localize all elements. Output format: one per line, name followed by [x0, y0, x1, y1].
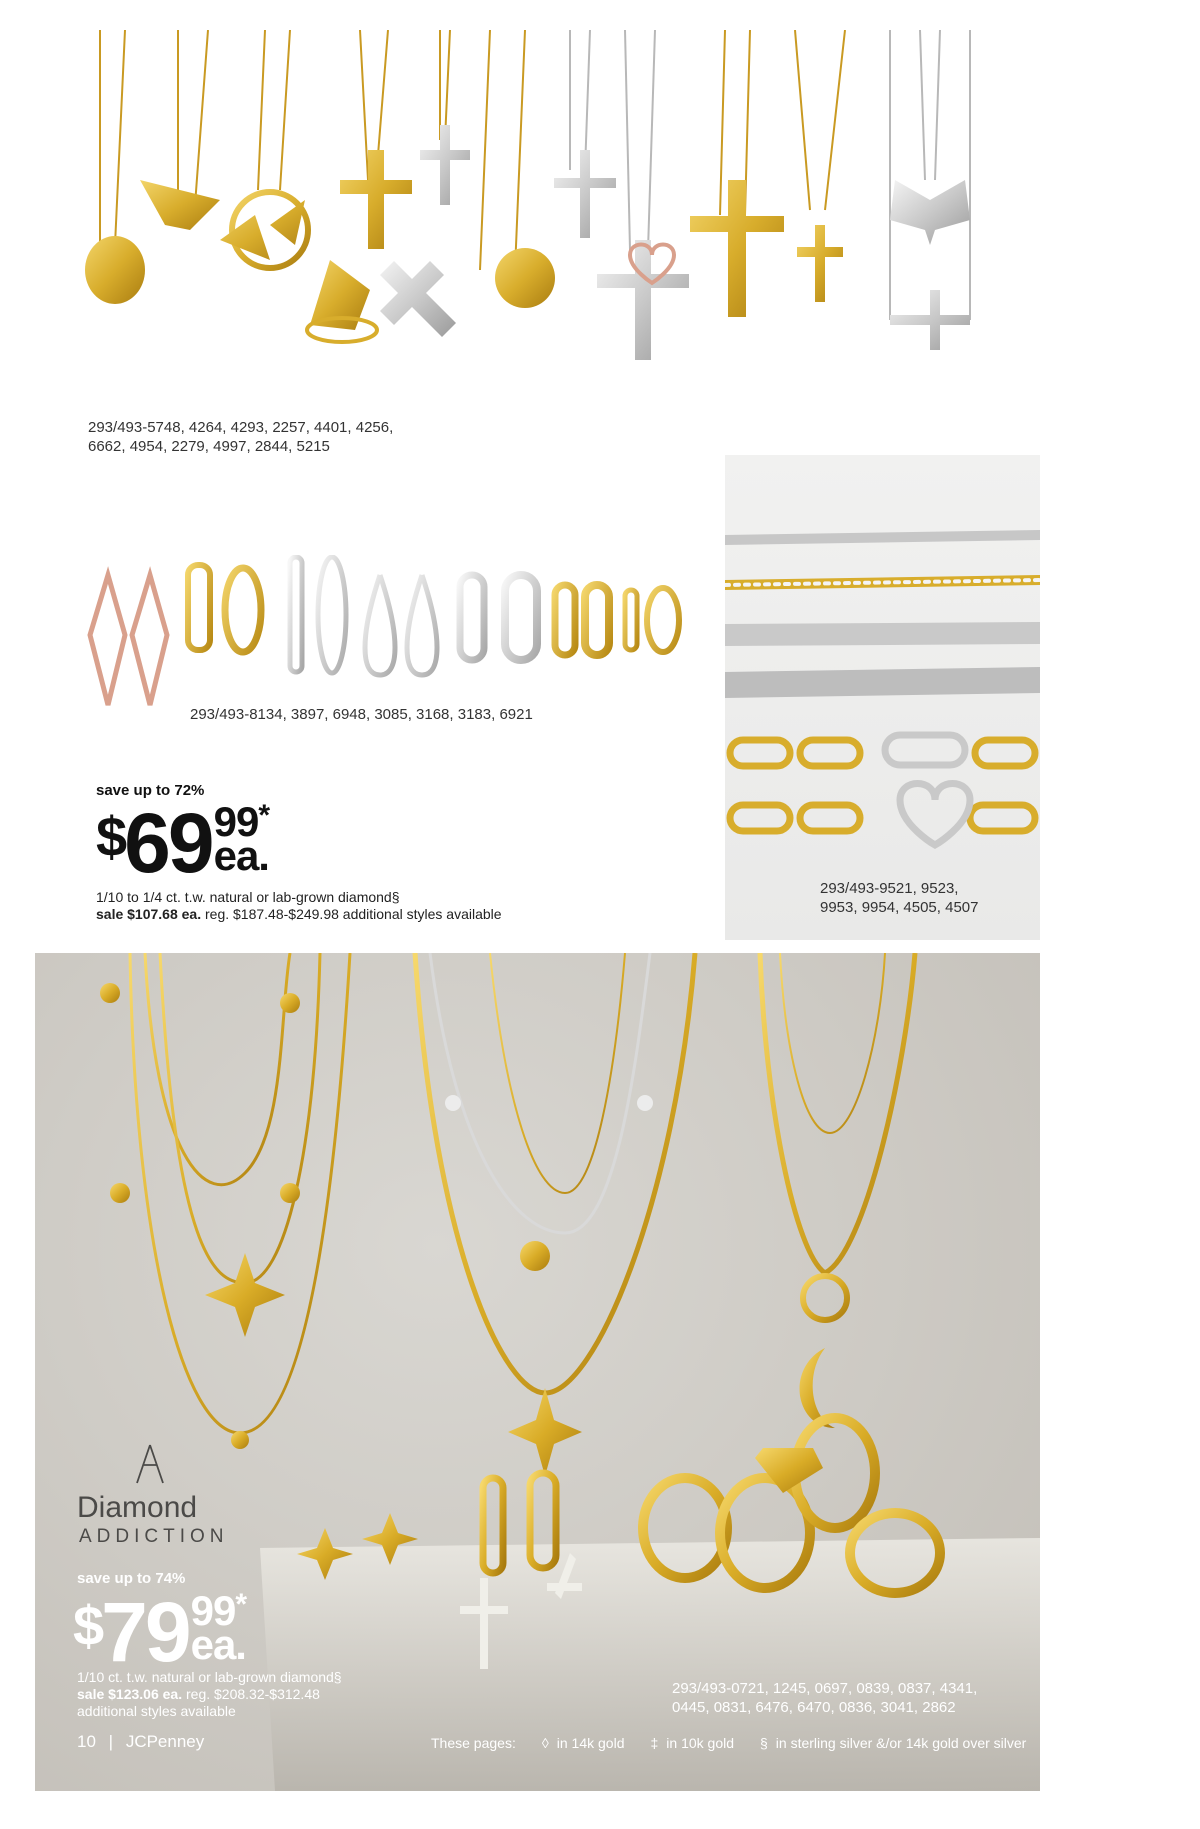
price-dollar-sign: $ [73, 1594, 102, 1657]
north-star-pendant [205, 1253, 285, 1337]
offer-2-details [77, 1669, 342, 1720]
legend-item-10k: ‡ in 10k gold [650, 1735, 734, 1751]
hummingbird-pendant [140, 180, 220, 230]
price-whole: 79 [101, 1585, 189, 1679]
silver-cross-pendant [554, 150, 616, 238]
silver-cross-pendant-small [420, 125, 470, 205]
retailer-name: JCPenney [125, 1732, 205, 1751]
material-legend [431, 1735, 1026, 1751]
offer-2-price [73, 1585, 247, 1679]
earring-sku-list: 293/493-8134, 3897, 6948, 3085, 3168, 3183, 6921 [190, 706, 533, 723]
price-cents: 99 [213, 798, 259, 845]
necklace-sku-list: 293/493-5748, 4264, 4293, 2257, 4401, 4256, 6662, 4954, 2279, 4997, 2844, 5215 [88, 419, 394, 455]
medal-pendant [495, 248, 555, 308]
price-asterisk: * [235, 1588, 247, 1621]
price-asterisk: * [258, 799, 270, 832]
gold-heart-cross-pendant [690, 180, 784, 317]
diamond-addiction-logo [135, 1443, 165, 1485]
silver-oval-hoop-earring [460, 575, 484, 660]
tennis-bracelet-gold [725, 580, 1040, 585]
necklace-collection-image [70, 30, 1010, 410]
silver-butterfly-pendant [890, 180, 970, 245]
offer-2-sale-line [77, 1686, 342, 1703]
diamond-addiction-photo [35, 953, 1040, 1791]
photo-sku-list: 293/493-0721, 1245, 0697, 0839, 0837, 4341, 0445, 0831, 6476, 6470, 0836, 3041, 2862 [672, 1680, 978, 1716]
price-unit: ea. [190, 1621, 246, 1668]
offer-1-price [96, 796, 502, 890]
offer-2-extra: additional styles available [77, 1703, 236, 1719]
offer-2-reg-price: reg. $208.32-$312.48 [186, 1686, 320, 1702]
sideways-cross-necklace [890, 290, 970, 350]
gold-hoop-earring [188, 565, 210, 650]
flower-bracelet-silver [725, 680, 1040, 685]
legend-title: These pages: [431, 1735, 516, 1751]
bracelet-collection-image [725, 455, 1040, 940]
offer-2-weight: 1/10 ct. t.w. natural or lab-grown diamond§ [77, 1669, 342, 1685]
brand-subtitle: ADDICTION [79, 1526, 229, 1547]
infinity-bracelet-silver [725, 633, 1040, 635]
starburst-pendant [508, 1388, 582, 1476]
offer-1-sale-line [96, 906, 502, 923]
paperclip-chain-necklace [415, 953, 695, 1393]
gold-small-hoop-earring [625, 590, 637, 650]
offer-1-reg-price: reg. $187.48-$249.98 additional styles available [205, 906, 502, 922]
brand-name: Diamond [77, 1491, 198, 1524]
rose-cross-pendant [797, 225, 843, 302]
price-whole: 69 [124, 796, 212, 890]
silver-hoop-earring [290, 557, 302, 672]
offer-1 [96, 782, 502, 923]
rose-gold-drop-earring [90, 575, 125, 705]
offer-1-weight: 1/10 to 1/4 ct. t.w. natural or lab-grown diamond§ [96, 889, 400, 905]
offer-1-save-label: save up to 72% [96, 782, 205, 799]
footer-separator: | [108, 1732, 114, 1751]
price-unit: ea. [213, 832, 269, 879]
heart-paperclip-bracelet [730, 805, 790, 831]
gold-cross-pendant [340, 150, 412, 249]
bracelet-sku-list: 293/493-9521, 9523, 9953, 9954, 4505, 4507 [820, 880, 979, 916]
tennis-bracelet-silver [725, 535, 1040, 540]
page-footer [77, 1732, 204, 1752]
page-number: 10 [77, 1732, 96, 1751]
silver-crucifix-pendant [380, 261, 456, 337]
display-pedestal [260, 1538, 1040, 1791]
price-dollar-sign: $ [96, 805, 125, 868]
price-cents: 99 [190, 1587, 236, 1634]
paperclip-bracelet [730, 740, 790, 766]
legend-item-14k: ◊ in 14k gold [541, 1735, 625, 1751]
gold-twist-hoop-earring [555, 585, 575, 655]
silver-teardrop-earring [365, 575, 395, 675]
offer-2-save-label: save up to 74% [77, 1570, 186, 1587]
turtle-pendant [85, 236, 145, 304]
offer-1-sale-price: sale $107.68 ea. [96, 906, 202, 922]
offer-2-sale-price: sale $123.06 ea. [77, 1686, 183, 1702]
legend-item-silver: § in sterling silver &/or 14k gold over silver [760, 1735, 1027, 1751]
